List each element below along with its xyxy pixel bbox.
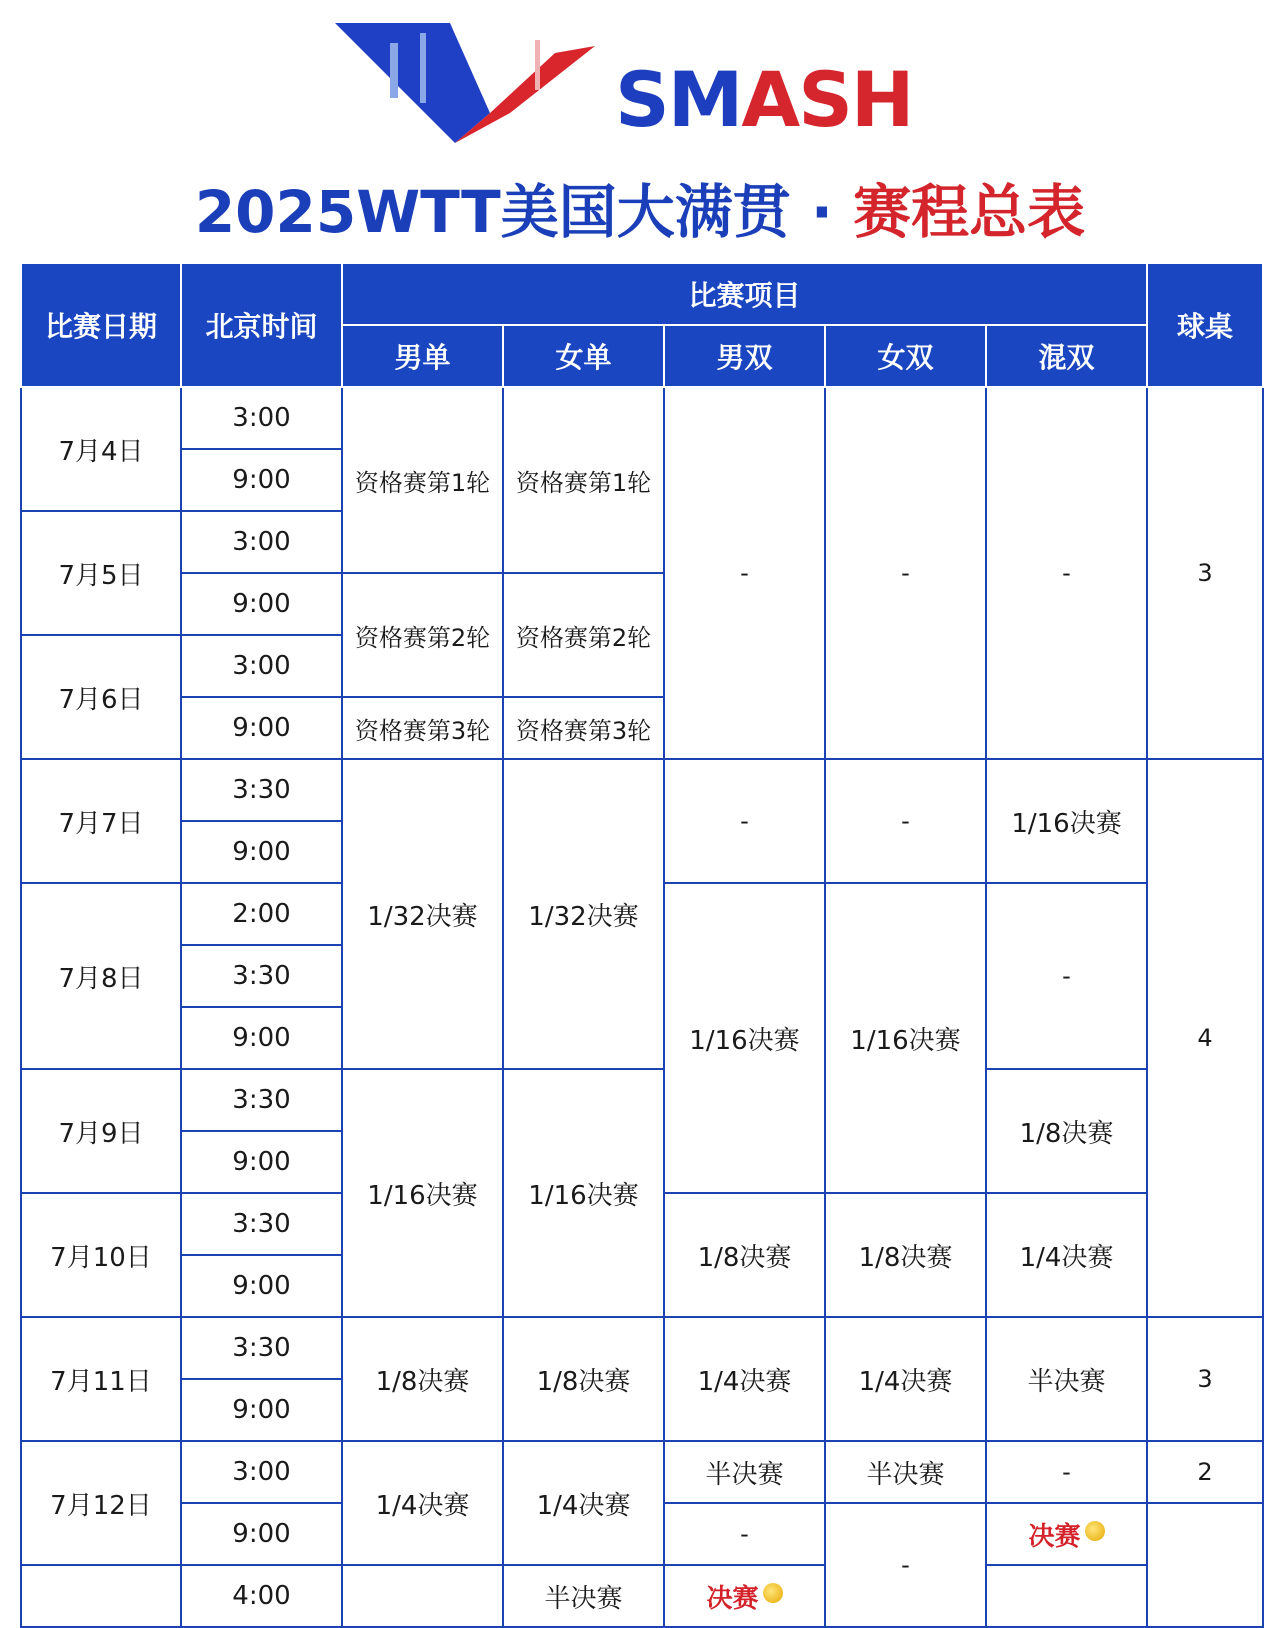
date-cell: 7月9日 [21,1069,181,1193]
time-cell: 3:00 [181,387,342,449]
date-cell: 7月12日 [21,1441,181,1565]
time-cell: 3:30 [181,759,342,821]
ws-cell: 资格赛第3轮 [503,697,664,759]
xd-cell: - [986,883,1147,1069]
time-cell: 9:00 [181,1007,342,1069]
final-label: 决赛 [1028,1521,1081,1552]
wd-cell: 半决赛 [825,1441,986,1503]
gold-medal-icon [763,1583,783,1603]
ws-cell: 1/16决赛 [503,1069,664,1317]
ws-cell: 1/8决赛 [503,1317,664,1441]
time-cell: 9:00 [181,573,342,635]
date-cell: 7月7日 [21,759,181,883]
final-label: 决赛 [706,1583,759,1614]
time-cell: 2:00 [181,883,342,945]
md-cell: 1/4决赛 [664,1317,825,1441]
date-cell: 7月4日 [21,387,181,511]
md-cell: - [664,387,825,759]
ms-cell: 资格赛第1轮 [342,387,503,573]
header-womens-doubles: 女双 [825,325,986,387]
md-cell: 半决赛 [664,1441,825,1503]
ws-cell: 1/4决赛 [503,1441,664,1565]
header-time: 北京时间 [181,263,342,387]
tables-cell [1147,1503,1263,1627]
header-mens-singles: 男单 [342,325,503,387]
tables-cell: 3 [1147,1317,1263,1441]
ws-cell: 资格赛第2轮 [503,573,664,697]
gold-medal-icon [1085,1521,1105,1541]
wd-cell: 1/8决赛 [825,1193,986,1317]
xd-cell: 半决赛 [986,1317,1147,1441]
ms-cell: 资格赛第3轮 [342,697,503,759]
date-cell: 7月11日 [21,1317,181,1441]
ms-cell: 1/8决赛 [342,1317,503,1441]
time-cell: 9:00 [181,697,342,759]
date-cell: 7月10日 [21,1193,181,1317]
md-cell: 1/16决赛 [664,883,825,1193]
md-cell: 1/8决赛 [664,1193,825,1317]
wd-cell: - [825,759,986,883]
time-cell: 4:00 [181,1565,342,1627]
tables-cell: 4 [1147,759,1263,1317]
time-cell: 9:00 [181,1379,342,1441]
time-cell: 3:30 [181,945,342,1007]
schedule-table [20,262,1264,1628]
ws-cell: 1/32决赛 [503,759,664,1069]
time-cell: 3:30 [181,1317,342,1379]
ms-cell: 资格赛第2轮 [342,573,503,697]
xd-cell: 1/8决赛 [986,1069,1147,1193]
date-cell [21,1565,181,1627]
date-cell: 7月5日 [21,511,181,635]
xd-cell [986,1503,1147,1565]
xd-cell: 1/4决赛 [986,1193,1147,1317]
ms-cell: 1/16决赛 [342,1069,503,1317]
date-cell: 7月8日 [21,883,181,1069]
tables-cell: 2 [1147,1441,1263,1503]
md-cell: - [664,1503,825,1565]
smash-logo-text: SMASH [615,55,913,144]
header-womens-singles: 女单 [503,325,664,387]
ms-cell: 1/4决赛 [342,1441,503,1565]
time-cell: 9:00 [181,821,342,883]
date-cell: 7月6日 [21,635,181,759]
time-cell: 3:00 [181,635,342,697]
header-mixed-doubles: 混双 [986,325,1147,387]
xd-cell [986,1565,1147,1627]
title-sub: 赛程总表 [853,178,1086,246]
ms-cell [342,1565,503,1627]
time-cell: 9:00 [181,449,342,511]
time-cell: 9:00 [181,1503,342,1565]
ws-cell: 资格赛第1轮 [503,387,664,573]
wd-cell: - [825,1503,986,1627]
time-cell: 3:30 [181,1193,342,1255]
wd-cell: - [825,387,986,759]
time-cell: 3:00 [181,1441,342,1503]
wd-cell: 1/16决赛 [825,883,986,1193]
title-separator: · [810,178,833,246]
page-title [0,172,1280,252]
header-mens-doubles: 男双 [664,325,825,387]
xd-cell: 1/16决赛 [986,759,1147,883]
tables-cell: 3 [1147,387,1263,759]
header-events: 比赛项目 [342,263,1147,325]
time-cell: 3:30 [181,1069,342,1131]
xd-cell: - [986,387,1147,759]
time-cell: 9:00 [181,1255,342,1317]
wd-cell: 1/4决赛 [825,1317,986,1441]
md-cell: - [664,759,825,883]
md-cell [664,1565,825,1627]
ws-cell: 半决赛 [503,1565,664,1627]
header-date: 比赛日期 [21,263,181,387]
ms-cell: 1/32决赛 [342,759,503,1069]
header-tables: 球桌 [1147,263,1263,387]
time-cell: 3:00 [181,511,342,573]
xd-cell: - [986,1441,1147,1503]
time-cell: 9:00 [181,1131,342,1193]
title-main: 2025WTT美国大满贯 [194,178,791,246]
